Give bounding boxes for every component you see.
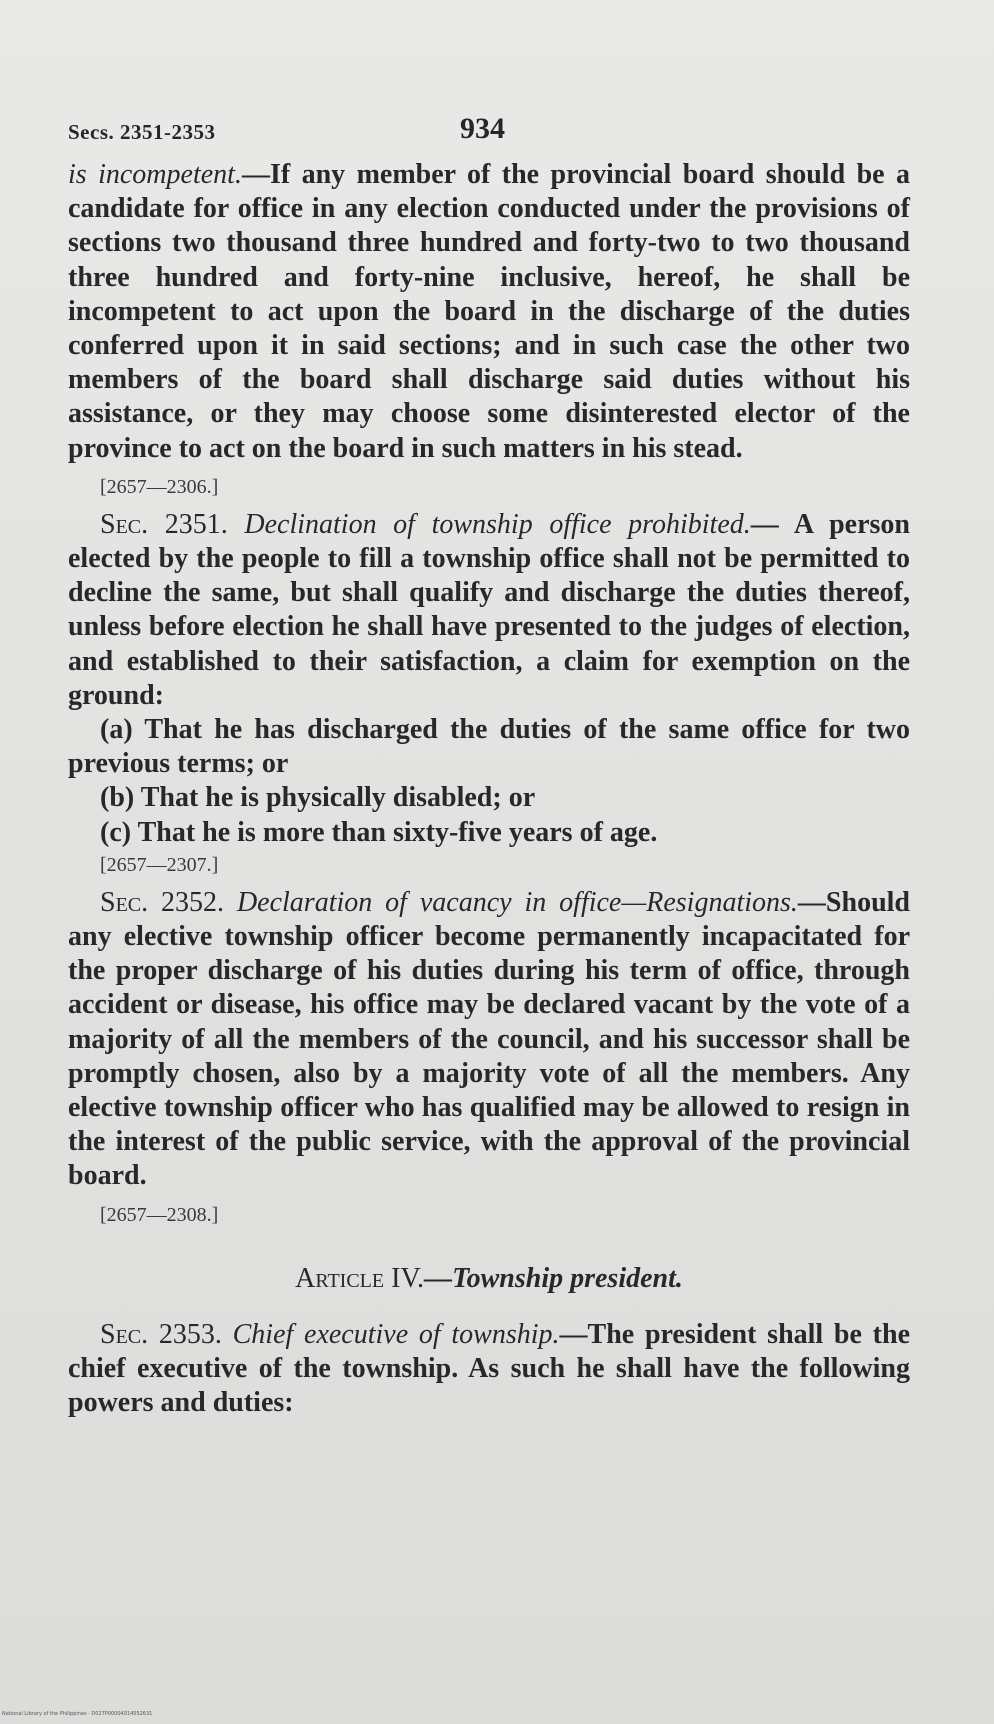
page-header: [68, 112, 910, 152]
section-2352-text: —Should any elective township officer become permanently incapacitated for the proper discharge of his duties during his term of office, through accident or disease, his office may be declared vacant by the vote of a majority of all the members of the council, and his successor shall be promptly chosen, also by a majority vote of all the members. Any elective township officer who has qualified may be allowed to resign in the interest of the public service, with the approval of the provincial board.: [68, 886, 910, 1192]
section-2353-heading: Chief executive of township.: [232, 1318, 560, 1350]
section-2351: [68, 508, 910, 713]
citation-2306: [2657—2306.]: [100, 475, 219, 498]
article-title: —Township president.: [424, 1262, 683, 1294]
section-2353-label: Sec. 2353.: [100, 1318, 222, 1350]
section-2353: [68, 1318, 910, 1421]
intro-paragraph: [68, 158, 910, 466]
section-2353-text: —The president shall be the chief executive of the township. As such he shall have the following powers and duties:: [68, 1318, 910, 1419]
section-2351-item-b: (b) That he is physically disabled; or: [100, 782, 536, 814]
section-2351-label: Sec. 2351.: [100, 508, 228, 540]
section-2351-item-c: (c) That he is more than sixty-five years of age.: [100, 816, 658, 848]
section-2351-text: — A person elected by the people to fill a township office shall not be permitted to decline the same, but shall qualify and discharge the duties thereof, unless before election he shall have presented to the judges of election, and established to their satisfaction, a claim for exemption on the ground:: [68, 508, 911, 711]
section-2351-heading: Declination of township office prohibited.: [244, 508, 751, 540]
intro-heading-tail: is incompetent.: [68, 159, 242, 190]
article-label: Article IV.: [295, 1262, 425, 1294]
citation-2308: [2657—2308.]: [100, 1203, 219, 1226]
citation-2307: [2657—2307.]: [100, 853, 219, 876]
section-2352: [68, 886, 910, 1194]
running-head-sections: Secs. 2351-2353: [68, 120, 216, 144]
section-2352-label: Sec. 2352.: [100, 886, 225, 918]
intro-text: —If any member of the provincial board should be a candidate for office in any election conducted under the provisions of sections two thousand three hundred and forty-two to two thousand three hundred and forty-nine inclusive, hereof, he shall be incompetent to act upon the board in the discharge of the duties conferred upon it in said sections; and in such case the other two members of the board shall discharge said duties without his assistance, or they may choose some disinterested elector of the province to act on the board in such matters in his stead.: [68, 159, 910, 464]
section-2352-heading: Declaration of vacancy in office—Resignations.: [236, 886, 798, 918]
page-body: [68, 158, 910, 1421]
scan-credit: National Library of the Philippines · D027P00004014552631: [2, 1711, 153, 1717]
section-2351-item-a: (a) That he has discharged the duties of the same office for two previous terms; or: [68, 714, 910, 780]
article-heading: [68, 1262, 910, 1296]
page-number: 934: [460, 112, 505, 145]
